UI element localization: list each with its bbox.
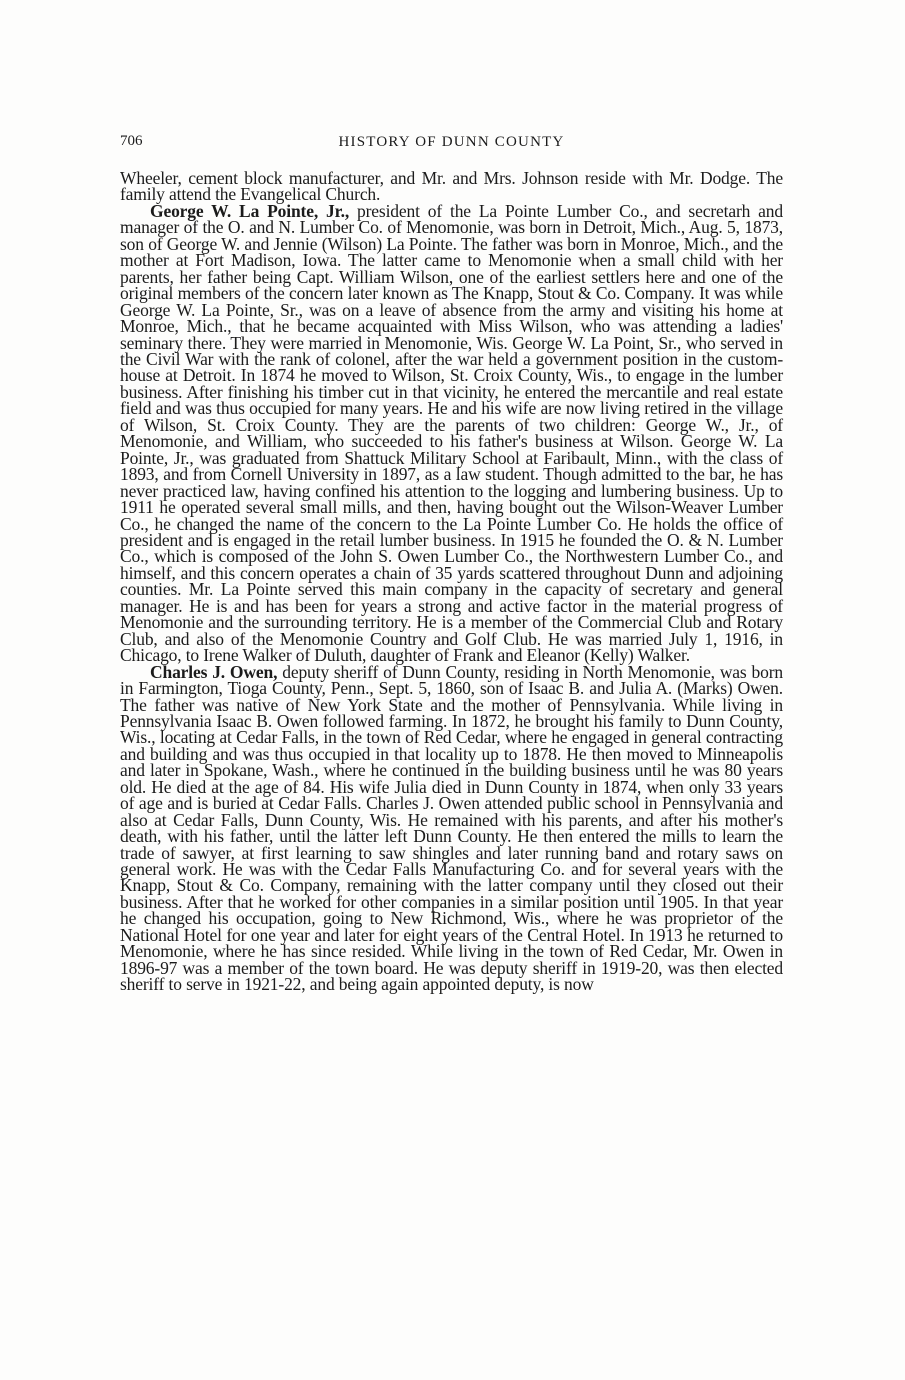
paragraph-owen (120, 661, 783, 995)
paragraph-text: president of the La Pointe Lumber Co., and secretarh and manager of the O. and N. Lumber Co. of Menomonie, was born in Detroit, Mich., Aug. 5, 1873, son of George W. and Jennie (Wilson) La Pointe. The father was born in Monroe, Mich., and the mother at Fort Madison, Iowa. The latter came to Menomonie when a small child with her parents, her father being Capt. William Wilson, one of the earliest settlers here and one of the original members of the concern later known as The Knapp, Stout & Co. Company. It was while George W. La Pointe, Sr., was on a leave of absence from the army and visiting his home at Monroe, Mich., that he became acquainted with Miss Wilson, who was attending a ladies' seminary there. They were married in Menomonie, Wis. George W. La Point, Sr., who served in the Civil War with the rank of colonel, after the war held a government position in the custom-house at Detroit. In 1874 he moved to Wilson, St. Croix County, Wis., to engage in the lumber business. After finishing his timber cut in that vicinity, he entered the mercantile and real estate field and was thus occupied for many years. He and his wife are now living retired in the village of Wilson, St. Croix County. They are the parents of two children: George W., Jr., of Menomonie, and William, who succeeded to his father's business at Wilson. George W. La Pointe, Jr., was graduated from Shattuck Military School at Faribault, Minn., with the class of 1893, and from Cornell University in 1897, as a law student. Though admitted to the bar, he has never practiced law, having confined his attention to the logging and lumbering business. Up to 1911 he operated several small mills, and then, having bought out the Wilson-Weaver Lumber Co., he changed the name of the concern to the La Pointe Lumber Co. He holds the office of president and is engaged in the retail lumber business. In 1915 he founded the O. & N. Lumber Co., which is composed of the John S. Owen Lumber Co., the Northwestern Lumber Co., and himself, and this concern operates a chain of 35 yards scattered throughout Dunn and adjoining counties. Mr. La Pointe served this main company in the capacity of secretary and general manager. He is and has been for years a strong and active factor in the material progress of Menomonie and the surrounding territory. He is a member of the Commercial Club and Rotary Club, and also of the Menomonie Country and Golf Club. He was married July 1, 1916, in Chicago, to Irene Walker of Duluth, daughter of Frank and Eleanor (Kelly) Walker. (120, 200, 783, 666)
page-header (120, 133, 783, 157)
paragraph-text: Wheeler, cement block manufacturer, and Mr. and Mrs. Johnson reside with Mr. Dodge. The family attend the Evangelical Church. (120, 168, 783, 205)
running-title: HISTORY OF DUNN COUNTY (338, 134, 565, 150)
page-number: 706 (120, 133, 143, 149)
paragraph-text: deputy sheriff of Dunn County, residing in North Menomonie, was born in Farmington, Tioga County, Penn., Sept. 5, 1860, son of Isaac B. and Julia A. (Marks) Owen. The father was native of New York State and the mother of Pennsylvania. While living in Pennsylvania Isaac B. Owen followed farming. In 1872, he brought his family to Dunn County, Wis., locating at Cedar Falls, in the town of Red Cedar, where he engaged in general contracting and building and was thus occupied in that locality up to 1878. He then moved to Minneapolis and later in Spokane, Wash., where he continued in the building business until he was 80 years old. He died at the age of 84. His wife Julia died in Dunn County in 1874, when only 33 years of age and is buried at Cedar Falls. Charles J. Owen attended public school in Pennsylvania and also at Cedar Falls, Dunn County, Wis. He remained with his parents, and after his mother's death, with his father, until the latter left Dunn County. He then entered the mills to learn the trade of sawyer, at first learning to saw shingles and later running band and rotary saws on general work. He was with the Cedar Falls Manufacturing Co. and for several years with the Knapp, Stout & Co. Company, remaining with the latter company until they closed out their business. After that he worked for other companies in a similar position until 1905. In that year he changed his occupation, going to New Richmond, Wis., where he was proprietor of the National Hotel for one year and later for eight years of the Central Hotel. In 1913 he returned to Menomonie, where he has since resided. While living in the town of Red Cedar, Mr. Owen in 1896-97 was a member of the town board. He was deputy sheriff in 1919-20, was then elected sheriff to serve in 1921-22, and being again appointed deputy, is now (120, 661, 783, 995)
body-text (120, 170, 783, 993)
subject-name: George W. La Pointe, Jr., (150, 200, 350, 221)
subject-name: Charles J. Owen, (150, 661, 278, 682)
paragraph-la-pointe (120, 200, 783, 666)
paragraph-continuation (120, 170, 783, 203)
